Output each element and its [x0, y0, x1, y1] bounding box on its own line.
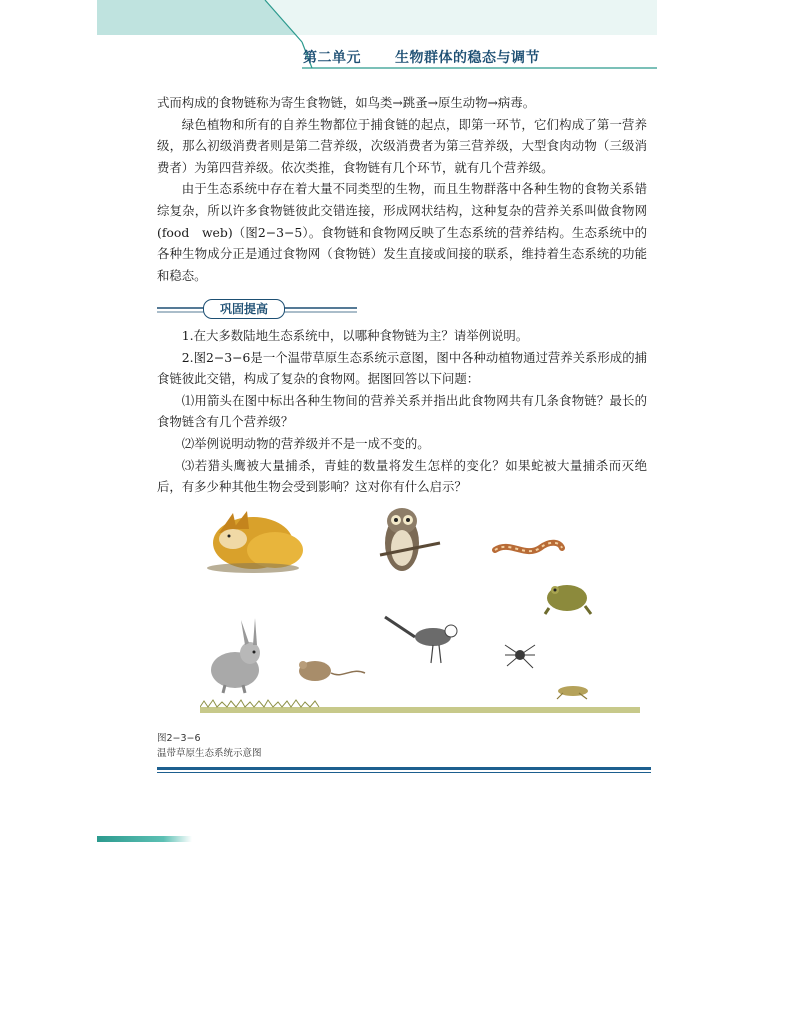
exercise-text: [157, 325, 647, 498]
sub-question: ⑵举例说明动物的营养级并不是一成不变的。: [181, 435, 430, 451]
unit-label: 第二单元: [303, 50, 361, 66]
paragraph: 绿色植物和所有的自养生物都位于捕食链的起点，即第一环节，它们构成了第一营养级，那么初级消费者则是第二营养级，次级消费者为第三营养级，大型食肉动物（三级消费者）为第四营养级。依次类推，食物链有几个环节，就有几个营养级。: [157, 116, 647, 175]
fox-illustration: [207, 511, 303, 573]
frog-illustration: [545, 585, 591, 614]
sub-question: ⑴用箭头在图中标出各种生物间的营养关系并指出此食物网共有几条食物链？最长的食物链含有几个营养级？: [157, 392, 647, 430]
page-header: [303, 47, 540, 67]
divider: [157, 772, 651, 773]
snake-illustration: [495, 543, 562, 551]
question: 2.图2−3−6是一个温带草原生态系统示意图，图中各种动植物通过营养关系形成的捕食链彼此交错，构成了复杂的食物网。据图回答以下问题：: [157, 349, 647, 387]
chapter-title: 生物群体的稳态与调节: [395, 50, 540, 66]
wagtail-illustration: [385, 617, 457, 663]
owl-illustration: [380, 508, 440, 571]
figure-number: 图2−3−6: [157, 733, 201, 744]
body-text: [157, 92, 647, 286]
food-web-figure: [200, 495, 645, 725]
paragraph: 由于生态系统中存在着大量不同类型的生物，而且生物群落中各种生物的食物关系错综复杂，所以许多食物链彼此交错连接，形成网状结构，这种复杂的营养关系叫做食物网(food web)（图2−3−5）。食物链和食物网反映了生态系统的营养结构。生态系统中的各种生物成分正是通过食物网（食物链）发生直接或间接的联系，维持着生态系统的功能和稳态。: [157, 181, 647, 283]
paragraph: 式而构成的食物链称为寄生食物链，如鸟类→跳蚤→原生动物→病毒。: [157, 95, 536, 110]
section-heading-label: 巩固提高: [203, 299, 285, 319]
grasshopper-illustration: [557, 686, 588, 699]
grass-illustration: [200, 700, 640, 713]
section-heading: [157, 299, 357, 323]
question: 1.在大多数陆地生态系统中，以哪种食物链为主？请举例说明。: [181, 328, 529, 343]
figure-caption: 温带草原生态系统示意图: [157, 748, 262, 759]
footer-band: [97, 836, 192, 842]
divider: [157, 767, 651, 770]
spider-illustration: [505, 645, 535, 668]
sub-question: ⑶若猎头鹰被大量捕杀，青蛙的数量将发生怎样的变化？如果蛇被大量捕杀而灭绝后，有多少种其他生物会受到影响？这对你有什么启示？: [157, 457, 647, 495]
rabbit-illustration: [211, 618, 260, 693]
mouse-illustration: [299, 661, 365, 681]
